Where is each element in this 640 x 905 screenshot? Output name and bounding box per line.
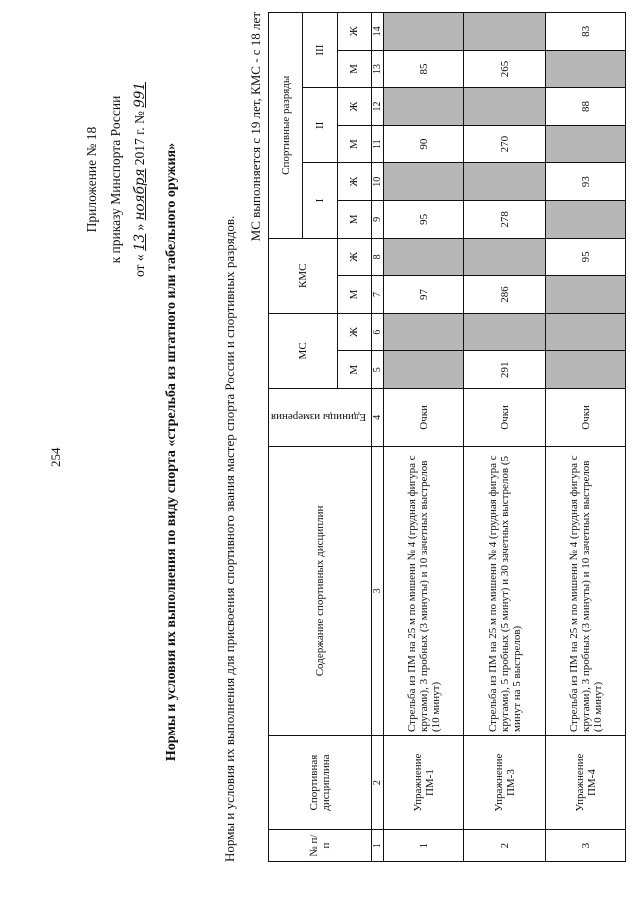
value-r2-m xyxy=(546,125,626,163)
value-ms-zh xyxy=(384,313,464,351)
value-kms-zh: 95 xyxy=(546,238,626,276)
header-kms-m: М xyxy=(337,276,371,314)
row-num: 1 xyxy=(384,830,464,862)
appendix-block xyxy=(80,82,152,277)
page-number: 254 xyxy=(48,447,63,467)
age-note: МС выполняется с 19 лет, КМС - с 18 лет xyxy=(248,12,263,242)
value-kms-m: 286 xyxy=(464,276,546,314)
col-number: 5 xyxy=(372,351,384,389)
value-kms-m: 97 xyxy=(384,276,464,314)
order-number: 991 xyxy=(132,82,148,108)
header-r2: II xyxy=(303,88,337,163)
header-ms-m: М xyxy=(337,351,371,389)
value-r2-m: 90 xyxy=(384,125,464,163)
value-kms-zh xyxy=(464,238,546,276)
col-number: 14 xyxy=(372,13,384,51)
row-unit: Очки xyxy=(546,388,626,446)
row-discipline: Упражнение ПМ-3 xyxy=(464,736,546,830)
col-number: 9 xyxy=(372,201,384,239)
col-number: 10 xyxy=(372,163,384,201)
table-row xyxy=(384,13,464,862)
column-number-row xyxy=(372,13,384,862)
value-ms-m xyxy=(546,351,626,389)
value-r2-m: 270 xyxy=(464,125,546,163)
col-number: 2 xyxy=(372,736,384,830)
row-content: Стрельба из ПМ на 25 м по мишени № 4 (грудная фигура с кругами), 3 пробных (3 минуты) и 10 зачетных выстрелов (10 минут) xyxy=(384,446,464,735)
value-r1-zh: 93 xyxy=(546,163,626,201)
header-r3-m: М xyxy=(337,50,371,88)
col-number: 7 xyxy=(372,276,384,314)
row-unit: Очки xyxy=(384,388,464,446)
value-r2-zh: 88 xyxy=(546,88,626,126)
value-r1-m xyxy=(546,201,626,239)
col-number: 11 xyxy=(372,125,384,163)
table-row xyxy=(546,13,626,862)
row-num: 3 xyxy=(546,830,626,862)
header-r1: I xyxy=(303,163,337,238)
header-row-1 xyxy=(269,13,303,862)
value-r3-m: 85 xyxy=(384,50,464,88)
row-content: Стрельба из ПМ на 25 м по мишени № 4 (грудная фигура с кругами), 5 пробных (5 минут) и 30 зачетных выстрелов (5 минут на 5 выстрелов) xyxy=(464,446,546,735)
value-r3-m: 265 xyxy=(464,50,546,88)
appendix-date xyxy=(128,82,152,277)
col-number: 6 xyxy=(372,313,384,351)
value-ms-zh xyxy=(546,313,626,351)
value-ms-m xyxy=(384,351,464,389)
header-r2-m: М xyxy=(337,125,371,163)
header-kms-zh: Ж xyxy=(337,238,371,276)
row-discipline: Упражнение ПМ-4 xyxy=(546,736,626,830)
col-number: 3 xyxy=(372,446,384,735)
header-r3: III xyxy=(303,13,337,88)
appendix-title: Приложение № 18 xyxy=(84,126,99,233)
header-content: Содержание спортивных дисциплин xyxy=(269,446,372,735)
header-kms: КМС xyxy=(269,238,338,313)
value-r1-zh xyxy=(464,163,546,201)
value-kms-zh xyxy=(384,238,464,276)
appendix-order: к приказу Минспорта России xyxy=(108,95,123,264)
header-ms-zh: Ж xyxy=(337,313,371,351)
header-ms: МС xyxy=(269,313,338,388)
value-r3-zh: 83 xyxy=(546,13,626,51)
date-prefix: от « xyxy=(132,254,147,278)
value-kms-m xyxy=(546,276,626,314)
row-num: 2 xyxy=(464,830,546,862)
col-number: 4 xyxy=(372,388,384,446)
col-number: 13 xyxy=(372,50,384,88)
date-year: 2017 г. № xyxy=(132,111,147,166)
header-r1-m: М xyxy=(337,201,371,239)
norms-table xyxy=(268,12,626,862)
date-mid: » xyxy=(132,223,147,231)
date-month: ноября xyxy=(132,168,148,221)
header-discipline: Спортивная дисциплина xyxy=(269,736,372,830)
document-title: Нормы и условия их выполнения по виду спорта «стрельба из штатного или табельного оружия» xyxy=(164,142,179,762)
value-r1-m: 95 xyxy=(384,201,464,239)
value-r1-m: 278 xyxy=(464,201,546,239)
value-r1-zh xyxy=(384,163,464,201)
header-num: № п/п xyxy=(269,830,372,862)
header-razryady: Спортивные разряды xyxy=(269,13,303,239)
value-r3-m xyxy=(546,50,626,88)
row-discipline: Упражнение ПМ-1 xyxy=(384,736,464,830)
header-r1-zh: Ж xyxy=(337,163,371,201)
value-r3-zh xyxy=(464,13,546,51)
value-ms-zh xyxy=(464,313,546,351)
value-r3-zh xyxy=(384,13,464,51)
header-r3-zh: Ж xyxy=(337,13,371,51)
col-number: 1 xyxy=(372,830,384,862)
rotated-page xyxy=(30,12,610,892)
col-number: 8 xyxy=(372,238,384,276)
row-unit: Очки xyxy=(464,388,546,446)
header-r2-zh: Ж xyxy=(337,88,371,126)
value-r2-zh xyxy=(384,88,464,126)
header-unit-text: Единицы измерения xyxy=(271,411,367,424)
value-ms-m: 291 xyxy=(464,351,546,389)
header-unit xyxy=(269,388,372,446)
table-row xyxy=(464,13,546,862)
intro-text: Нормы и условия их выполнения для присвоения спортивного звания мастер спорта России и спортивных разрядов. xyxy=(222,215,237,862)
value-r2-zh xyxy=(464,88,546,126)
col-number: 12 xyxy=(372,88,384,126)
row-content: Стрельба из ПМ на 25 м по мишени № 4 (грудная фигура с кругами), 3 пробных (3 минуты) и 10 зачетных выстрелов (10 минут) xyxy=(546,446,626,735)
date-day: 13 xyxy=(132,233,148,252)
